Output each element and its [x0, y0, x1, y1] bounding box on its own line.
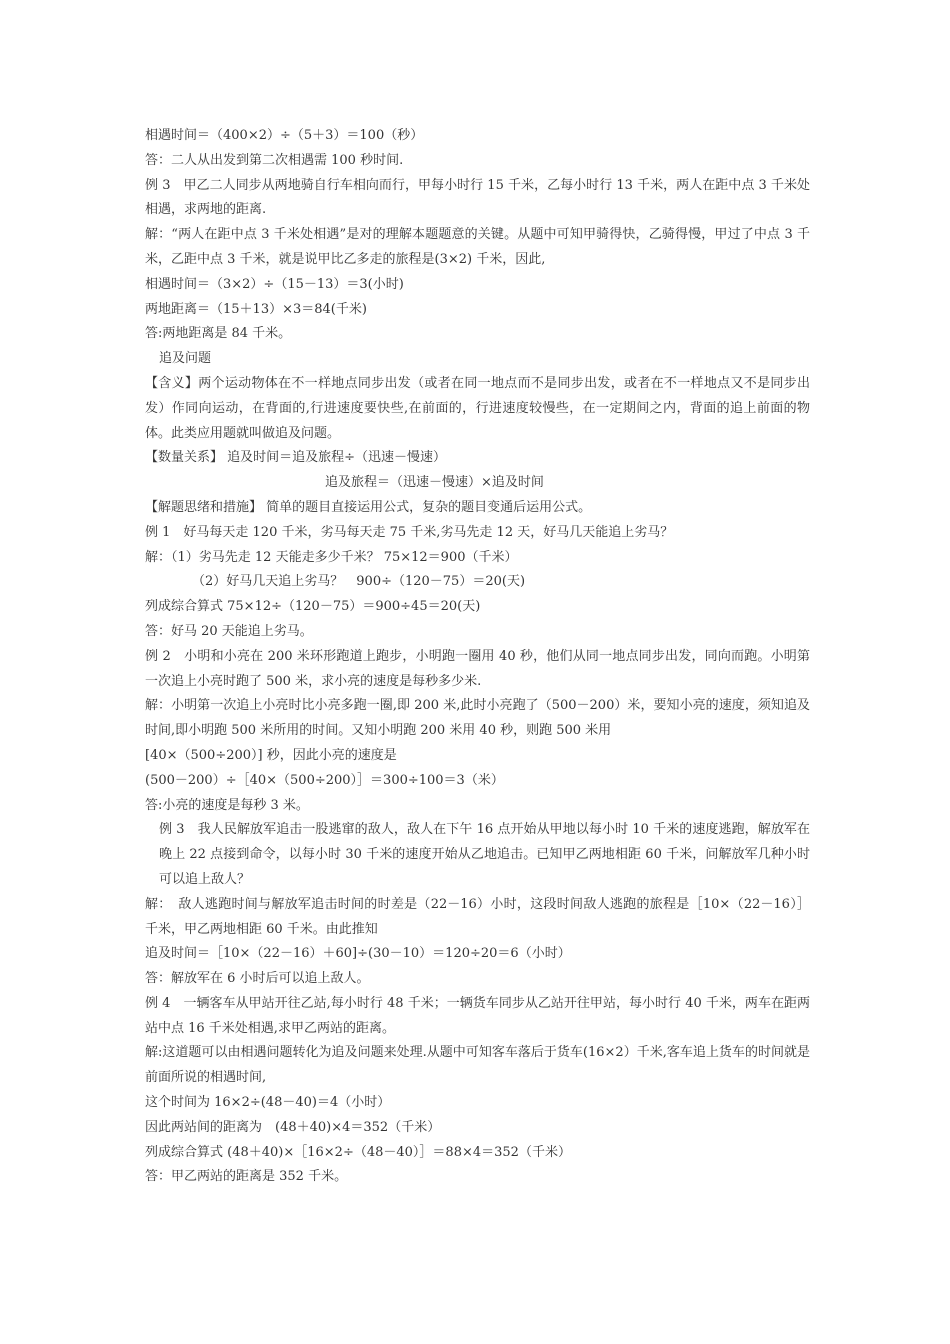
- text-line: 因此两站间的距离为 (48＋40)×4＝352（千米）: [145, 1119, 441, 1135]
- text-line: 答：好马 20 天能追上劣马。: [145, 623, 313, 639]
- text-line: [40×（500÷200）] 秒，因此小亮的速度是: [145, 747, 397, 763]
- text-line: 这个时间为 16×2÷(48－40)＝4（小时）: [145, 1095, 391, 1111]
- text-line: 追及时间＝［10×（22－16）＋60]÷(30－10）＝120÷20＝6（小时）: [145, 946, 571, 962]
- text-line: 答:小亮的速度是每秒 3 米。: [145, 797, 309, 813]
- text-line: 列成综合算式 75×12÷（120－75）＝900÷45＝20(天): [145, 599, 481, 615]
- section-heading: 追及问题: [159, 351, 212, 367]
- text-line: 两地距离＝（15＋13）×3＝84(千米): [145, 301, 367, 317]
- text-line: 相遇时间＝（400×2）÷（5＋3）＝100（秒）: [145, 128, 424, 143]
- paragraph: 【含义】两个运动物体在不一样地点同步出发（或者在同一地点而不是同步出发，或者在不一样地点又不是同步出发）作同向运动，在背面的,行进速度要快些,在前面的，行进速度较慢些，在一定期间之内，背面的追上前面的物体。此类应用题就叫做追及问题。: [145, 375, 810, 441]
- text-line: 解：（1）劣马先走 12 天能走多少千米？ 75×12＝900（千米）: [145, 549, 518, 565]
- text-line: （2）好马几天追上劣马？ 900÷（120－75）＝20(天): [192, 574, 526, 590]
- paragraph: 解：“两人在距中点 3 千米处相遇”是对的理解本题题意的关键。从题中可知甲骑得快，乙骑得慢，甲过了中点 3 千米，乙距中点 3 千米，就是说甲比乙多走的旅程是(3×2) 千米，因此,: [145, 227, 810, 267]
- paragraph: 解:这道题可以由相遇问题转化为追及问题来处理.从题中可知客车落后于货车(16×2）千米,客车追上货车的时间就是前面所说的相遇时间,: [145, 1045, 810, 1086]
- document-body: [145, 124, 810, 1190]
- paragraph: 解： 敌人逃跑时间与解放军追击时间的时差是（22－16）小时，这段时间敌人逃跑的旅程是［10×（22－16）］千米，甲乙两地相距 60 千米。由此推知: [145, 896, 810, 937]
- text-line: 【解题思绪和措施】 简单的题目直接运用公式，复杂的题目变通后运用公式。: [145, 499, 592, 515]
- paragraph: 例 4 一辆客车从甲站开往乙站,每小时行 48 千米；一辆货车同步从乙站开往甲站，每小时行 40 千米，两车在距两站中点 16 千米处相遇,求甲乙两站的距离。: [145, 995, 810, 1036]
- text-line: 相遇时间＝（3×2）÷（15－13）＝3(小时): [145, 276, 404, 292]
- text-line: 例 1 好马每天走 120 千米，劣马每天走 75 千米,劣马先走 12 天，好马几天能追上劣马？: [145, 524, 674, 540]
- formula-line: 追及旅程＝（迅速－慢速）×追及时间: [325, 475, 544, 491]
- text-line: 答：甲乙两站的距离是 352 千米。: [145, 1169, 348, 1185]
- text-line: 列成综合算式 (48＋40)×［16×2÷（48－40）］＝88×4＝352（千米）: [145, 1144, 571, 1160]
- paragraph: 解：小明第一次追上小亮时比小亮多跑一圈,即 200 米,此时小亮跑了（500－200）米，要知小亮的速度，须知追及时间,即小明跑 500 米所用的时间。又知小明跑 200 米用 40 秒，则跑 500 米用: [145, 698, 810, 739]
- paragraph: 例 2 小明和小亮在 200 米环形跑道上跑步，小明跑一圈用 40 秒，他们从同一地点同步出发，同向而跑。小明第一次追上小亮时跑了 500 米，求小亮的速度是每秒多少米.: [145, 648, 810, 689]
- text-line: 答：解放军在 6 小时后可以追上敌人。: [145, 971, 370, 987]
- text-line: 答:两地距离是 84 千米。: [145, 326, 292, 342]
- paragraph: 例 3 我人民解放军追击一股逃窜的敌人，敌人在下午 16 点开始从甲地以每小时 10 千米的速度逃跑，解放军在晚上 22 点接到命令，以每小时 30 千米的速度开始从乙地追击。已知甲乙两地相距 60 千米，问解放军几种小时可以追上敌人？: [159, 822, 810, 887]
- paragraph: 例 3 甲乙二人同步从两地骑自行车相向而行，甲每小时行 15 千米，乙每小时行 13 千米，两人在距中点 3 千米处相遇，求两地的距离.: [145, 177, 810, 218]
- text-line: 答：二人从出发到第二次相遇需 100 秒时间.: [145, 152, 404, 168]
- text-line: 【数量关系】 追及时间＝追及旅程÷（迅速－慢速）: [145, 450, 447, 466]
- text-line: (500－200）÷［40×（500÷200）］＝300÷100＝3（米）: [145, 772, 504, 788]
